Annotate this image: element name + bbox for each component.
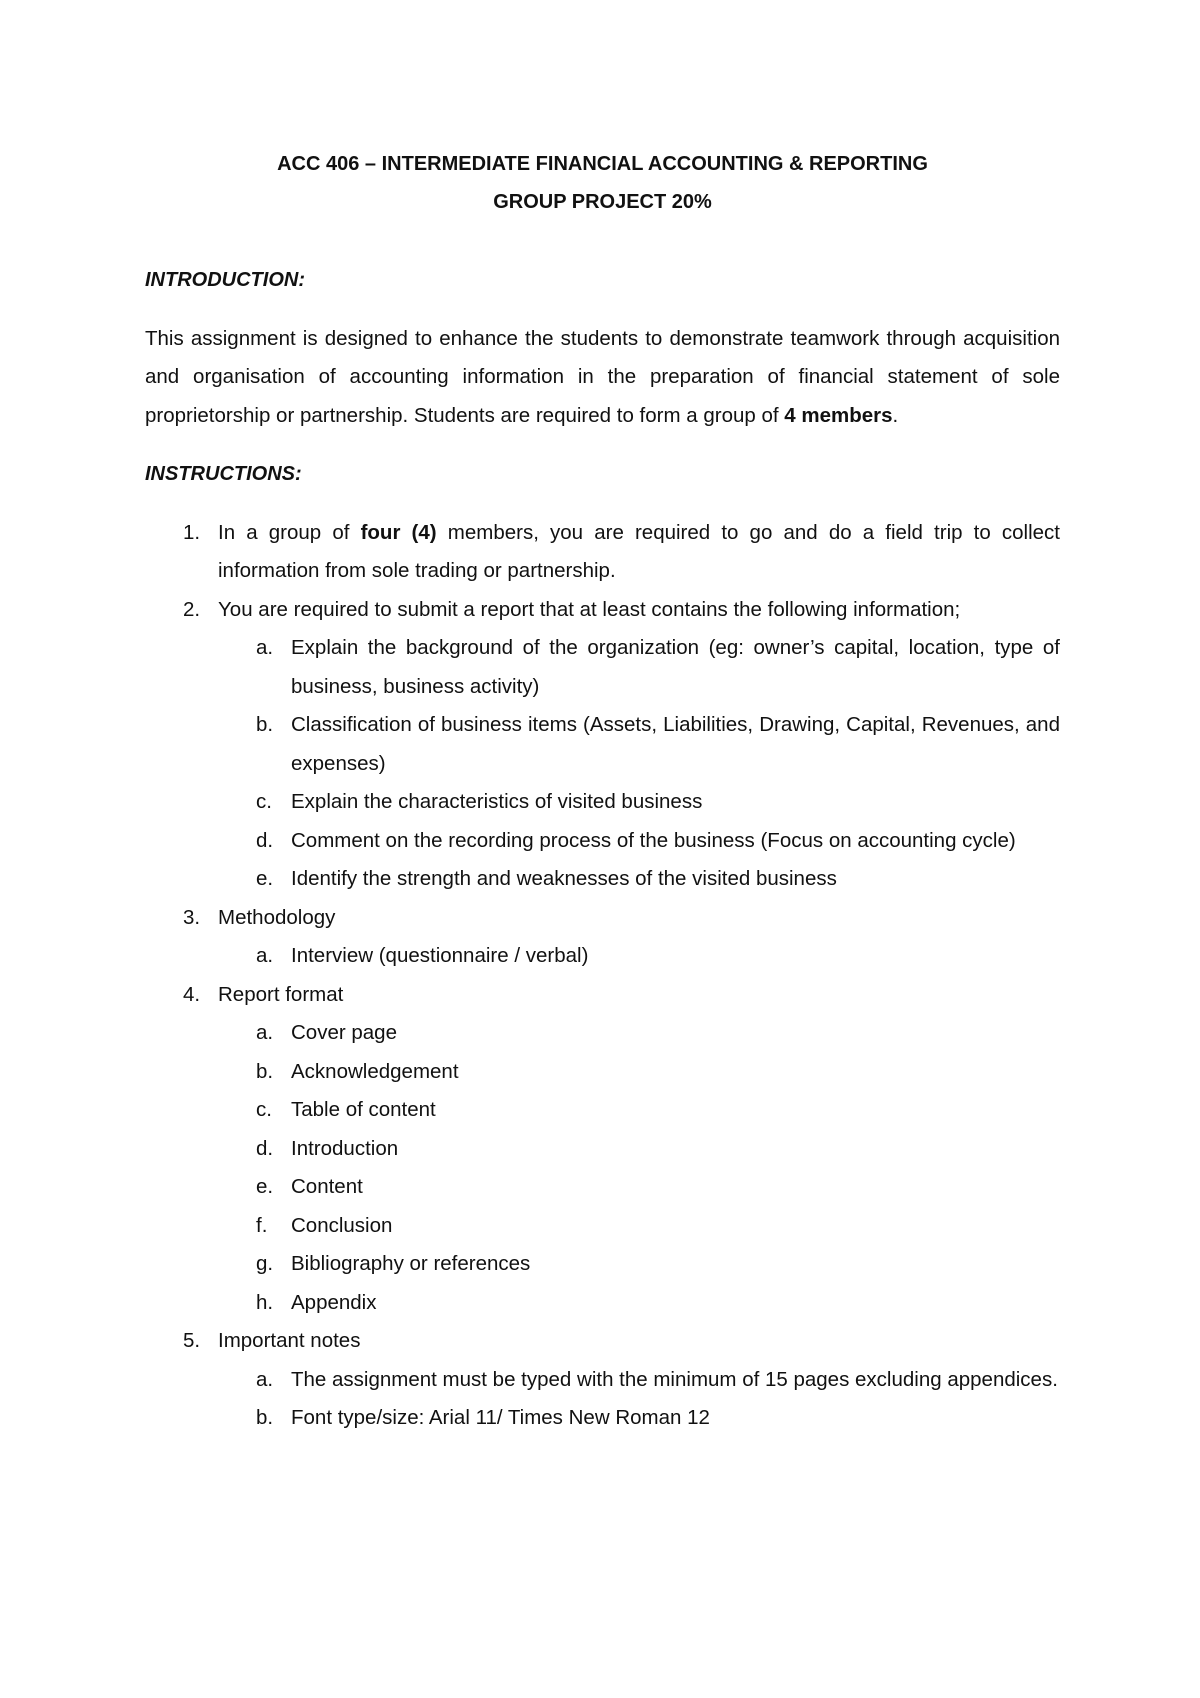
sub-item [218, 1091, 1060, 1130]
item-text: Methodology [218, 905, 336, 929]
sub-item-letter: d. [256, 1136, 274, 1160]
instruction-item-2 [145, 591, 1060, 899]
item-number: 5. [183, 1329, 201, 1352]
sub-item-letter: c. [256, 1098, 272, 1121]
sub-item-text: Interview (questionnaire / verbal) [291, 944, 589, 967]
sub-item-text: Conclusion [291, 1213, 393, 1237]
instruction-item-3 [145, 899, 1060, 976]
introduction-text: This assignment is designed to enhance the students to demonstrate teamwork through acquisition and organisation of accounting information in the preparation of financial statement of sole proprietorship or partnership. Students are required to form a group of [145, 326, 1060, 427]
sub-item-text: Comment on the recording process of the business (Focus on accounting cycle) [291, 828, 1016, 852]
sub-list [218, 1361, 1060, 1438]
sub-item-letter: a. [256, 944, 274, 967]
sub-item-letter: f. [256, 1213, 268, 1237]
sub-item [218, 1053, 1060, 1092]
sub-item [218, 1168, 1060, 1207]
item-number: 2. [183, 597, 201, 621]
introduction-heading: INTRODUCTION: [145, 269, 305, 291]
instructions-list [145, 514, 1060, 1438]
sub-item-letter: h. [256, 1290, 274, 1314]
sub-item-letter: a. [256, 1367, 274, 1391]
sub-item-text: Content [291, 1175, 363, 1198]
sub-item [218, 706, 1060, 783]
sub-item-letter: e. [256, 867, 274, 890]
sub-item-text: Font type/size: Arial 11/ Times New Roman 12 [291, 1406, 710, 1429]
sub-item [218, 1245, 1060, 1284]
sub-item-text: Cover page [291, 1021, 397, 1044]
sub-item [218, 1014, 1060, 1053]
sub-item-letter: c. [256, 790, 272, 813]
sub-item [218, 1130, 1060, 1169]
sub-item-letter: e. [256, 1175, 274, 1198]
sub-item-letter: b. [256, 713, 274, 736]
sub-item-text: Appendix [291, 1290, 377, 1314]
item-text: Report format [218, 982, 344, 1006]
item-text-part: In a group of [218, 520, 361, 544]
sub-item [218, 860, 1060, 899]
sub-item [218, 1207, 1060, 1246]
sub-item-letter: b. [256, 1059, 274, 1083]
sub-item-letter: d. [256, 828, 274, 852]
sub-list [218, 629, 1060, 899]
item-text: Important notes [218, 1329, 361, 1352]
item-number: 3. [183, 905, 201, 929]
sub-item-text: Identify the strength and weaknesses of the visited business [291, 867, 837, 890]
sub-item-text: Acknowledgement [291, 1059, 459, 1083]
instruction-item-4 [145, 976, 1060, 1323]
instruction-item-5 [145, 1322, 1060, 1438]
item-text [218, 521, 1060, 583]
sub-item-text: Introduction [291, 1136, 399, 1160]
sub-item-text: Explain the background of the organization (eg: owner’s capital, location, type of business, business activity) [291, 636, 1060, 698]
introduction-text-end: . [892, 403, 899, 427]
item-number: 1. [183, 520, 201, 544]
sub-item [218, 822, 1060, 861]
document-subtitle: GROUP PROJECT 20% [493, 191, 712, 213]
item-text: You are required to submit a report that at least contains the following information; [218, 597, 961, 621]
sub-item [218, 1361, 1060, 1400]
sub-item-text: Table of content [291, 1098, 436, 1121]
sub-item [218, 783, 1060, 822]
sub-item-text: Classification of business items (Assets, Liabilities, Drawing, Capital, Revenues, and expenses) [291, 713, 1060, 775]
document-title: ACC 406 – INTERMEDIATE FINANCIAL ACCOUNTING & REPORTING [277, 153, 928, 175]
sub-item [218, 629, 1060, 706]
sub-item [218, 1284, 1060, 1323]
instruction-item-1 [145, 514, 1060, 591]
sub-item [218, 1399, 1060, 1438]
sub-list [218, 937, 1060, 976]
sub-item-letter: b. [256, 1406, 274, 1429]
item-bold-text: four (4) [360, 520, 437, 544]
sub-item-text: The assignment must be typed with the minimum of 15 pages excluding appendices. [291, 1367, 1058, 1391]
introduction-paragraph [145, 320, 1060, 436]
sub-item-letter: g. [256, 1252, 274, 1275]
item-number: 4. [183, 982, 201, 1006]
item-text-part: members, you are required to go and do a field trip to collect information from sole trading or partnership. [218, 520, 1060, 582]
sub-item-text: Bibliography or references [291, 1252, 531, 1275]
instructions-heading: INSTRUCTIONS: [145, 463, 302, 485]
sub-item-text: Explain the characteristics of visited business [291, 790, 703, 813]
sub-item [218, 937, 1060, 976]
sub-list [218, 1014, 1060, 1322]
sub-item-letter: a. [256, 636, 274, 659]
sub-item-letter: a. [256, 1021, 274, 1044]
introduction-bold-text: 4 members [784, 403, 893, 427]
